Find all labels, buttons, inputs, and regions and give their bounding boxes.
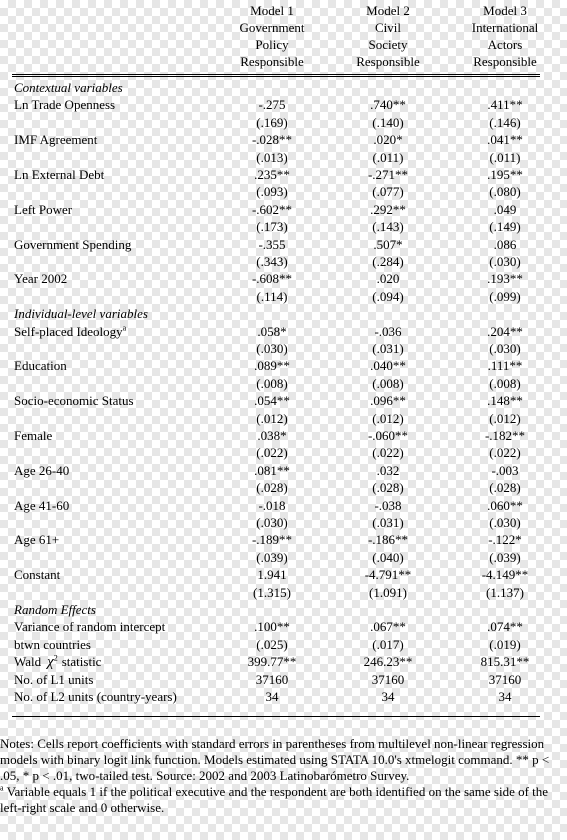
model2-value: -.038 — [374, 497, 402, 513]
top-rule-double — [12, 76, 540, 77]
row-label — [14, 96, 115, 113]
model1-value: -.018 — [258, 497, 286, 513]
table-row — [0, 427, 567, 444]
section-row — [0, 79, 567, 96]
row-label-text: Year 2002 — [14, 271, 68, 287]
model1-value: (1.315) — [253, 584, 291, 600]
table-row — [0, 270, 567, 287]
table-row — [0, 323, 567, 340]
footnote — [0, 784, 563, 816]
model2-value: .096** — [370, 393, 406, 409]
table-row — [0, 462, 567, 479]
section-row — [0, 601, 567, 618]
label-superscript: a — [122, 323, 127, 333]
model3-value: .111** — [487, 358, 523, 374]
model3-value: (.149) — [489, 219, 521, 235]
model1-value: .235** — [254, 167, 290, 182]
top-rule — [12, 74, 540, 75]
row-label-text: No. of L1 units — [14, 671, 94, 687]
model2-value: .292** — [370, 201, 406, 217]
model1-value: -.355 — [258, 236, 286, 252]
model2-value: 37160 — [371, 671, 405, 687]
table-row — [0, 549, 567, 566]
model1-value: 399.77** — [247, 654, 297, 670]
model2-value: .020 — [376, 271, 400, 287]
model3-value: .074** — [487, 619, 523, 635]
model2-value: (.077) — [372, 184, 404, 200]
model1-value: -.608** — [251, 271, 293, 287]
model3-value: (.099) — [489, 288, 521, 304]
model3-value: (.012) — [489, 410, 521, 426]
model3-value: .148** — [487, 393, 523, 409]
model1-value: (.114) — [256, 288, 288, 304]
model2-value: -.060** — [367, 428, 409, 443]
table-row — [0, 340, 567, 357]
model3-value: (.028) — [489, 480, 521, 496]
row-label — [14, 236, 131, 253]
table-row — [0, 183, 567, 200]
model3-value: -4.149** — [481, 567, 529, 583]
header-model2-line: Model 2 — [366, 3, 410, 18]
footnote-text: Variable equals 1 if the political executive and the respondent are both identified on the same side of the left-right scale and 0 otherwise. — [0, 784, 549, 815]
model2-value: .740** — [370, 97, 406, 113]
header-model3 — [455, 2, 555, 70]
table-row — [0, 236, 567, 253]
table-row — [0, 514, 567, 531]
model1-value: (.039) — [256, 549, 288, 565]
table-row — [0, 218, 567, 235]
model2-value: .032 — [376, 462, 400, 478]
header-model2-line: Civil — [374, 20, 401, 35]
model3-value: (.039) — [489, 549, 521, 565]
table-notes — [0, 736, 563, 816]
table-row — [0, 375, 567, 392]
row-label-text: No. of L2 units (country-years) — [14, 689, 177, 704]
table-row — [0, 357, 567, 374]
model1-value: (.030) — [256, 341, 288, 356]
row-label — [14, 653, 101, 671]
row-label-text: Education — [14, 358, 67, 374]
model3-value: (.030) — [489, 515, 521, 530]
table-row — [0, 149, 567, 166]
table-row — [0, 653, 567, 670]
header-model3-line: Responsible — [473, 54, 537, 69]
header-model1-line: Government — [239, 20, 305, 35]
model1-value: (.028) — [256, 480, 288, 496]
model3-value: .086 — [493, 236, 517, 252]
model1-value: .054** — [254, 393, 290, 409]
model2-value: (.140) — [372, 114, 404, 130]
header-model1-line: Policy — [255, 37, 289, 52]
header-model2-line: Responsible — [356, 54, 420, 69]
model2-value: 34 — [381, 689, 395, 704]
row-label-text: Random Effects — [14, 602, 96, 617]
model1-value: .100** — [254, 619, 290, 635]
chi-superscript: 2 — [53, 653, 58, 663]
model3-value: (.011) — [489, 149, 521, 165]
model3-value: (.022) — [489, 445, 521, 461]
model3-value: .193** — [487, 271, 523, 287]
model3-value: -.003 — [491, 462, 519, 478]
model3-value: (.030) — [489, 254, 521, 269]
model1-value: .081** — [254, 462, 290, 478]
model3-value: .411** — [487, 97, 523, 113]
model3-value: .049 — [493, 201, 517, 217]
row-label — [14, 201, 72, 218]
section-label — [14, 305, 148, 322]
header-model3-line: Actors — [487, 37, 523, 52]
table-row — [0, 410, 567, 427]
model2-value: .040** — [370, 358, 406, 374]
footnote-marker: a — [0, 783, 4, 793]
model3-value: .041** — [487, 132, 523, 148]
model1-value: (.025) — [256, 636, 288, 652]
model3-value: (.030) — [489, 341, 521, 356]
model2-value: .020* — [373, 132, 403, 148]
row-label-text: Contextual variables — [14, 80, 123, 95]
model2-value: 246.23** — [363, 654, 413, 670]
model1-value: (.093) — [256, 184, 288, 200]
model1-value: (.173) — [256, 219, 288, 235]
row-label-text: Variance of random intercept — [14, 619, 166, 635]
table-row — [0, 96, 567, 113]
model2-value: -.186** — [367, 532, 409, 548]
row-label-text: IMF Agreement — [14, 132, 98, 148]
table-row — [0, 497, 567, 514]
model1-value: (.012) — [256, 410, 288, 426]
model2-value: (.031) — [372, 515, 404, 530]
table-row — [0, 131, 567, 148]
model3-value: (.146) — [489, 114, 521, 130]
row-label — [14, 270, 67, 287]
row-label-text: Age 26-40 — [14, 462, 70, 478]
row-label — [14, 392, 134, 409]
row-label-text: Self-placed Ideology — [14, 323, 123, 339]
header-model3-line: International — [471, 20, 539, 35]
table-row — [0, 201, 567, 218]
model2-value: (.017) — [372, 636, 404, 652]
row-label-text: Ln External Debt — [14, 167, 105, 182]
model1-value: (.008) — [256, 375, 288, 391]
model1-value: 34 — [265, 689, 279, 704]
model3-value: .204** — [487, 323, 523, 339]
model1-value: -.602** — [251, 201, 293, 217]
chi-symbol: χ — [47, 654, 54, 671]
table-row — [0, 253, 567, 270]
row-label-text: Age 41-60 — [14, 497, 70, 513]
wald-label: Wald — [14, 654, 42, 670]
model2-value: .067** — [370, 619, 406, 635]
row-label-text: Age 61+ — [14, 532, 60, 548]
row-label — [14, 323, 126, 340]
model1-value: (.343) — [256, 254, 288, 269]
model2-value: (1.091) — [369, 584, 407, 600]
table-row — [0, 288, 567, 305]
row-label — [14, 671, 93, 688]
row-label-text: Female — [14, 428, 53, 443]
header-model2 — [343, 2, 433, 70]
table-row — [0, 444, 567, 461]
row-label — [14, 688, 177, 705]
table-row — [0, 688, 567, 705]
section-row — [0, 305, 567, 322]
row-label — [14, 636, 91, 653]
header-model1-line: Responsible — [240, 54, 304, 69]
row-label — [14, 462, 69, 479]
model3-value: 34 — [498, 689, 512, 704]
model2-value: (.031) — [372, 341, 404, 356]
model1-value: -.189** — [251, 532, 293, 548]
row-label-text: Socio-economic Status — [14, 393, 134, 409]
table-row — [0, 166, 567, 183]
model1-value: (.013) — [256, 149, 288, 165]
row-label-text: Left Power — [14, 201, 73, 217]
row-label — [14, 357, 67, 374]
row-label — [14, 531, 59, 548]
header-model3-line: Model 3 — [483, 3, 527, 18]
model2-value: (.008) — [372, 375, 404, 391]
model2-value: -.036 — [374, 323, 402, 339]
table-row — [0, 566, 567, 583]
header-model2-line: Society — [368, 37, 408, 52]
header-model1-line: Model 1 — [250, 3, 294, 18]
model2-value: (.284) — [372, 254, 404, 269]
row-label-text: Ln Trade Openness — [14, 97, 116, 113]
row-label — [14, 131, 97, 148]
model3-value: 815.31** — [480, 654, 530, 670]
row-label — [14, 566, 60, 583]
model2-value: (.040) — [372, 549, 404, 565]
model2-value: -4.791** — [364, 567, 412, 583]
model2-value: (.012) — [372, 410, 404, 426]
bottom-rule — [12, 716, 540, 717]
table-row — [0, 479, 567, 496]
model3-value: -.122* — [488, 532, 522, 548]
model3-value: (.019) — [489, 636, 521, 652]
row-label-text: Government Spending — [14, 236, 132, 252]
table-row — [0, 114, 567, 131]
model1-value: 37160 — [255, 671, 289, 687]
model3-value: (.080) — [489, 184, 521, 200]
model3-value: 37160 — [488, 671, 522, 687]
row-label — [14, 497, 69, 514]
table-row — [0, 618, 567, 635]
model1-value: .038* — [257, 428, 287, 443]
row-label-text: btwn countries — [14, 636, 91, 652]
model2-value: (.011) — [372, 149, 404, 165]
model2-value: (.143) — [372, 219, 404, 235]
model1-value: (.022) — [256, 445, 288, 461]
table-row — [0, 584, 567, 601]
row-label — [14, 618, 165, 635]
header-model1 — [232, 2, 312, 70]
row-label-text: Individual-level variables — [14, 306, 148, 322]
wald-suffix: statistic — [61, 654, 102, 670]
model1-value: (.169) — [256, 114, 288, 130]
model2-value: (.022) — [372, 445, 404, 461]
model1-value: .058* — [257, 323, 287, 339]
notes-text: Notes: Cells report coefficients with standard errors in parentheses from multilevel non-linear regression models with binary logit link function. Models estimated using STATA 10.0's xtmelogit command. ** p < .05, * p < .01, two-tailed test. Source: 2002 and 2003 Latinobarómetro Survey. — [0, 736, 550, 783]
model2-value: .507* — [373, 236, 403, 252]
section-label — [14, 79, 123, 96]
table-row — [0, 671, 567, 688]
row-label — [14, 427, 52, 444]
row-label-text: Constant — [14, 567, 61, 583]
model1-value: .089** — [254, 358, 290, 374]
model2-value: (.028) — [372, 480, 404, 496]
section-label — [14, 601, 96, 618]
model1-value: (.030) — [256, 515, 288, 530]
model2-value: -.271** — [367, 167, 409, 182]
table-row — [0, 636, 567, 653]
model3-value: (.008) — [489, 375, 521, 391]
row-label — [14, 166, 104, 183]
model1-value: -.275 — [258, 97, 286, 113]
model2-value: (.094) — [372, 288, 404, 304]
model1-value: 1.941 — [257, 567, 287, 583]
model3-value: (1.137) — [486, 584, 524, 600]
model3-value: .195** — [487, 167, 523, 182]
table-row — [0, 392, 567, 409]
model3-value: -.182** — [484, 428, 526, 443]
model3-value: .060** — [487, 497, 523, 513]
model1-value: -.028** — [251, 132, 293, 148]
table-row — [0, 531, 567, 548]
